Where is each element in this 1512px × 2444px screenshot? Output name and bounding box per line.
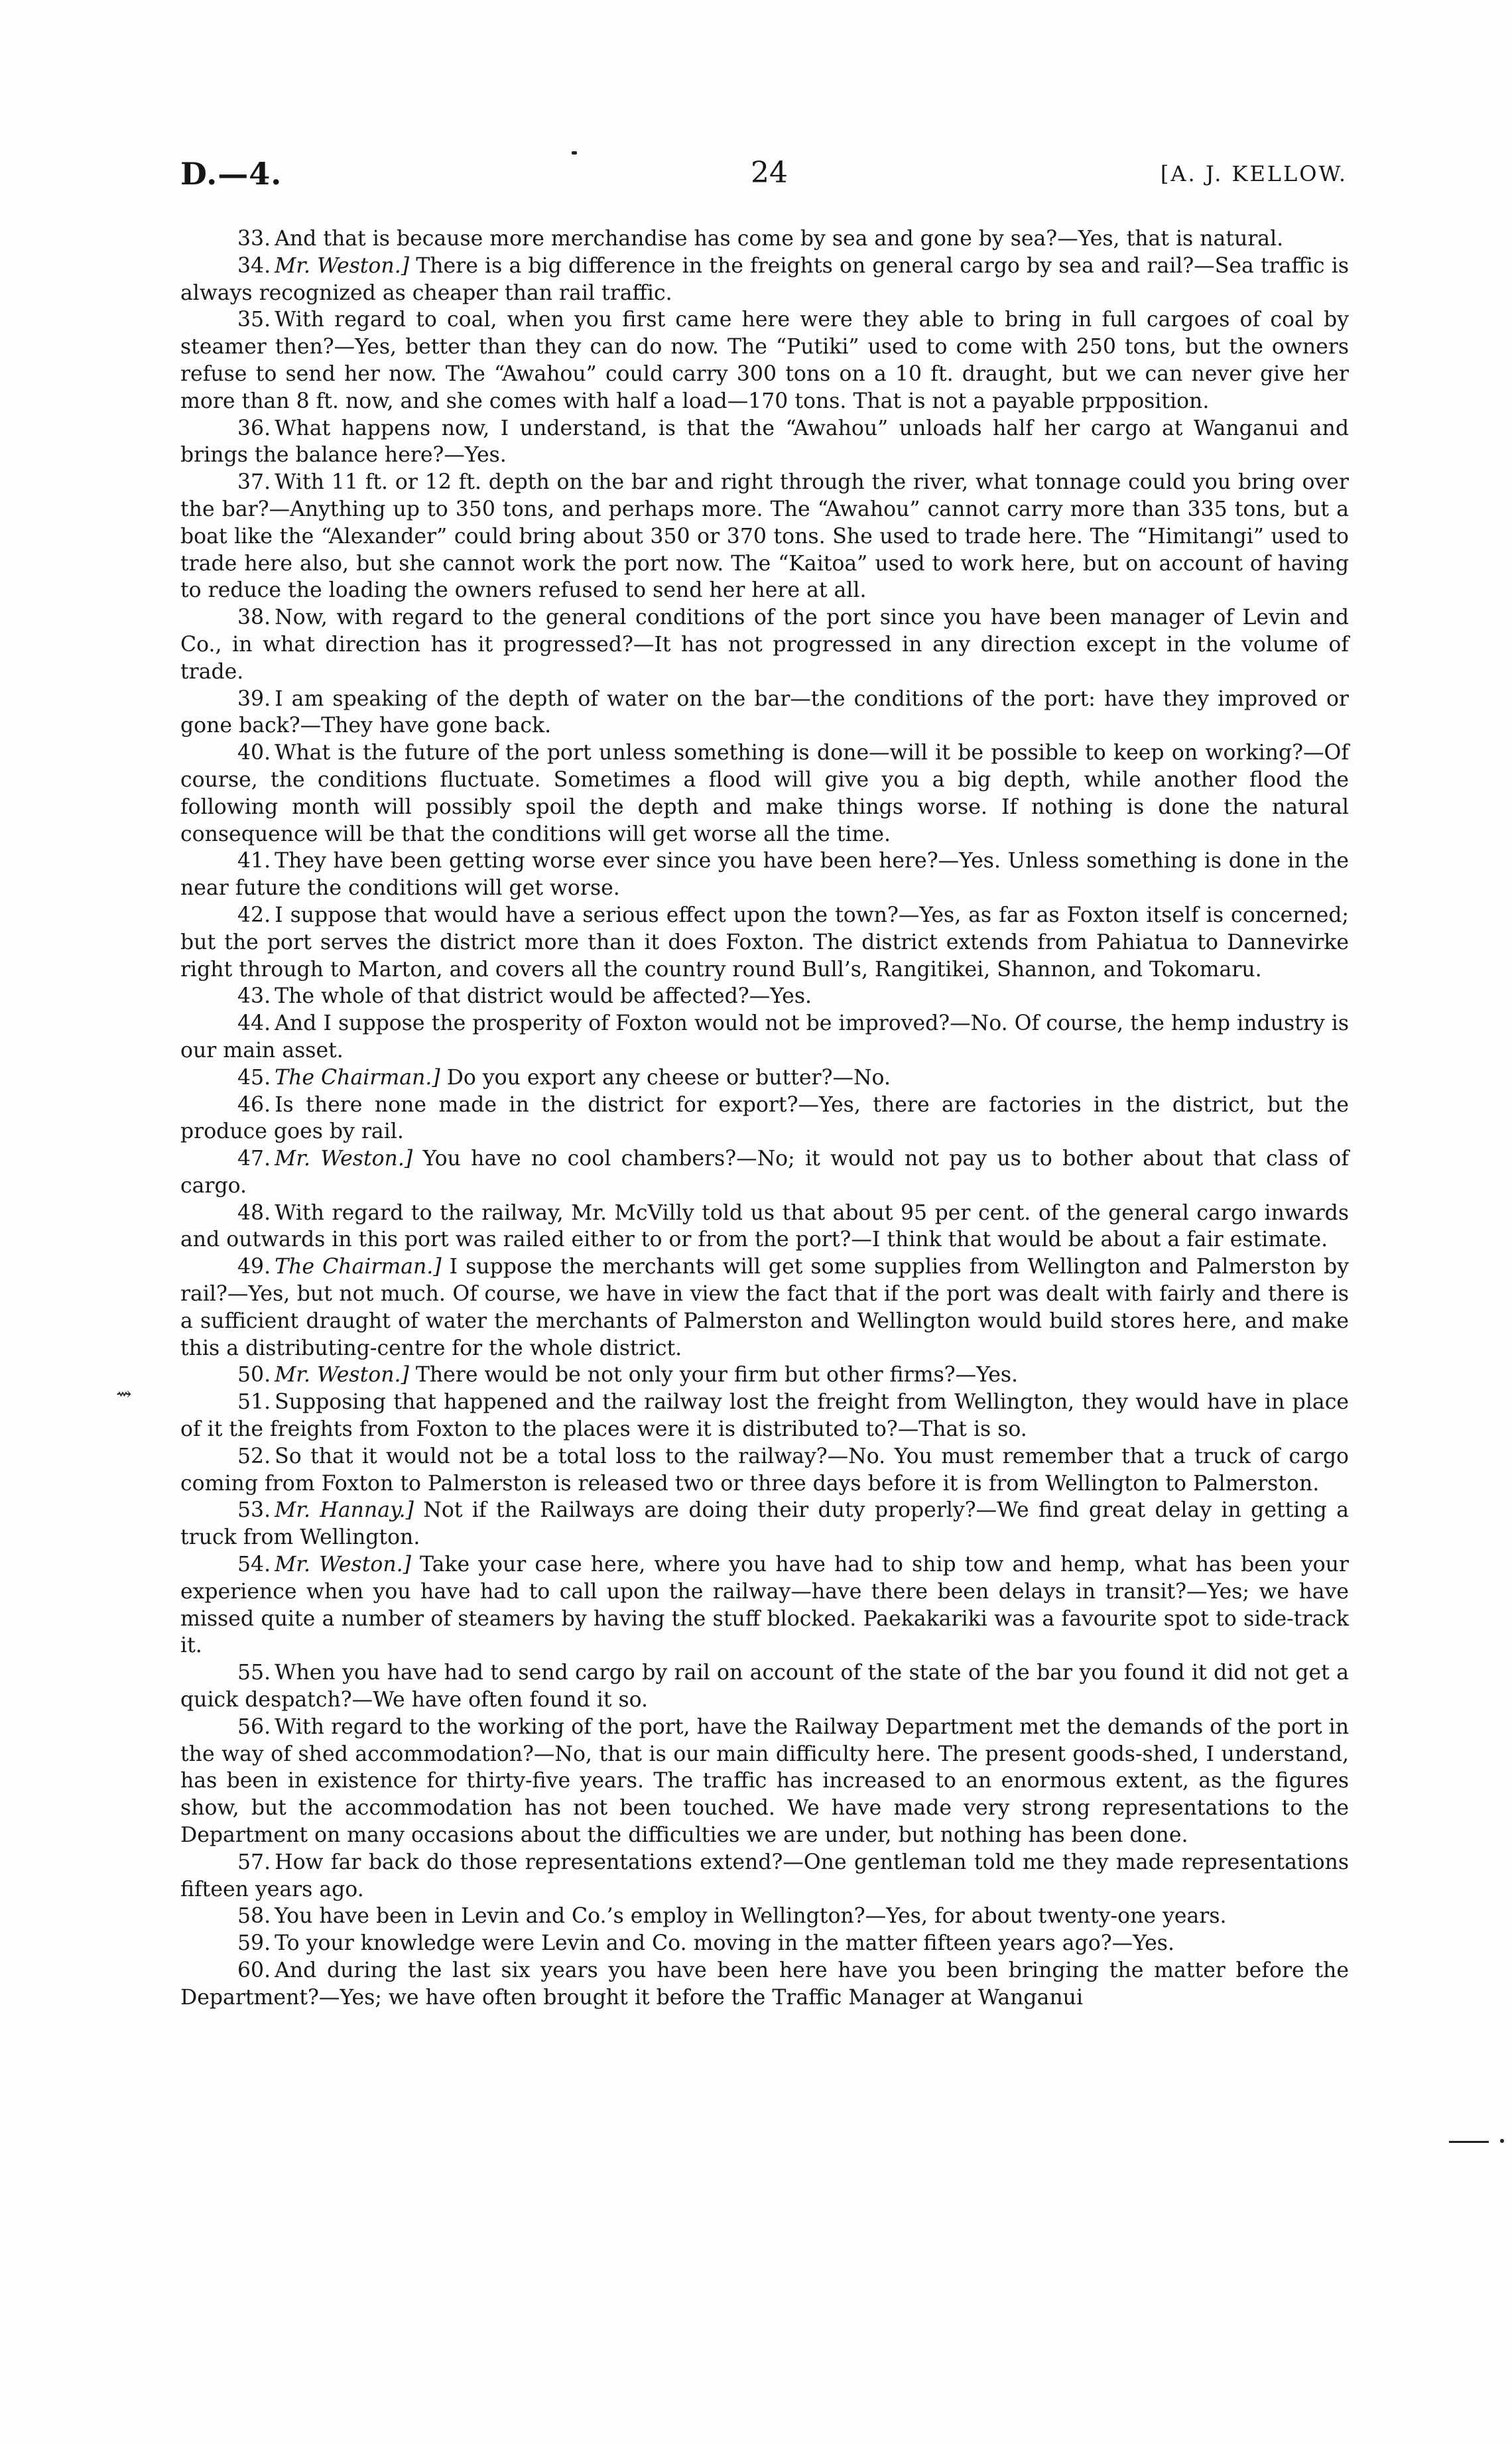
question-text: You have been in Levin and Co.’s employ in Wellington?—Yes, for about twenty-one years. xyxy=(275,1904,1227,1929)
margin-dash-right xyxy=(1449,2141,1489,2143)
question-text: There would be not only your firm but other firms?—Yes. xyxy=(409,1363,1019,1387)
question-number: 45. xyxy=(237,1065,271,1090)
question-paragraph xyxy=(180,1957,1349,2012)
speaker-name: Mr. Weston.] xyxy=(275,1553,411,1577)
question-paragraph xyxy=(180,253,1349,307)
question-text: With regard to the working of the port, have the Railway Department met the demands of the port in the way of shed accommodation?—No, that is our main difficulty here. The present goods-shed, I understand, has been in existence for thirty-five years. The traffic has increased to an enormous extent, as the figures show, but the accommodation has not been touched. We have made very strong representations to the Department on many occasions about the difficulties we are under, but nothing has been done. xyxy=(180,1714,1349,1848)
speaker-name: Mr. Weston.] xyxy=(275,253,409,278)
question-number: 49. xyxy=(237,1255,271,1279)
question-number: 47. xyxy=(237,1147,271,1171)
question-paragraph xyxy=(180,740,1349,848)
question-text: With 11 ft. or 12 ft. depth on the bar and right through the river, what tonnage could you bring over the bar?—Anything up to 350 tons, and perhaps more. The “Awahou” cannot carry more than 335 tons, but a boat like the “Alexander” could bring about 350 or 370 tons. She used to trade here. The “Himitangi” used to trade here also, but she cannot work the port now. The “Kaitoa” used to work here, but on account of having to reduce the loading the owners refused to send her here at all. xyxy=(180,470,1349,603)
question-number: 43. xyxy=(237,984,271,1009)
page-header xyxy=(180,156,1348,196)
question-text: How far back do those representations extend?—One gentleman told me they made representations fifteen years ago. xyxy=(180,1850,1349,1901)
question-paragraph xyxy=(180,1659,1349,1714)
question-paragraph xyxy=(180,1145,1349,1200)
question-paragraph xyxy=(180,983,1349,1010)
question-text: I suppose the merchants will get some supplies from Wellington and Palmerston by rail?—Yes, but not much. Of course, we have in view the fact that if the port was dealt with fairly and there is a sufficient draught of water the merchants of Palmerston and Wellington would build stores here, and make this a distributing-centre for the whole district. xyxy=(180,1255,1349,1360)
witness-name: [A. J. KELLOW. xyxy=(1160,161,1348,186)
question-number: 35. xyxy=(237,308,271,332)
print-mark-top xyxy=(572,151,577,155)
question-text: Not if the Railways are doing their duty properly?—We find great delay in getting a truck from Wellington. xyxy=(180,1498,1349,1550)
question-paragraph xyxy=(180,1389,1349,1443)
question-number: 59. xyxy=(237,1931,271,1956)
question-number: 40. xyxy=(237,741,271,765)
question-paragraph xyxy=(180,469,1349,604)
question-paragraph xyxy=(180,1930,1349,1957)
question-number: 34. xyxy=(237,253,271,278)
margin-dot-right xyxy=(1500,2139,1504,2143)
question-number: 38. xyxy=(237,606,271,630)
question-number: 42. xyxy=(237,903,271,927)
question-text: And I suppose the prosperity of Foxton would not be improved?—No. Of course, the hemp industry is our main asset. xyxy=(180,1011,1349,1062)
question-number: 50. xyxy=(237,1363,271,1387)
question-paragraph xyxy=(180,848,1349,902)
question-number: 48. xyxy=(237,1200,271,1225)
question-number: 57. xyxy=(237,1850,271,1874)
question-text: With regard to coal, when you first came here were they able to bring in full cargoes of coal by steamer then?—Yes, better than they can do now. The “Putiki” used to come with 250 tons, but the owners refuse to send her now. The “Awahou” could carry 300 tons on a 10 ft. draught, but we can never give her more than 8 ft. now, and she comes with half a load—170 tons. That is not a payable prpposition. xyxy=(180,308,1349,413)
question-number: 52. xyxy=(237,1444,271,1468)
question-text: You have no cool chambers?—No; it would not pay us to bother about that class of cargo. xyxy=(180,1147,1349,1198)
question-text: When you have had to send cargo by rail on account of the state of the bar you found it did not get a quick despatch?—We have often found it so. xyxy=(180,1661,1349,1712)
speaker-name: Mr. Weston.] xyxy=(275,1147,413,1171)
question-number: 44. xyxy=(237,1011,271,1036)
question-paragraph xyxy=(180,604,1349,685)
question-text: To your knowledge were Levin and Co. moving in the matter fifteen years ago?—Yes. xyxy=(275,1931,1174,1956)
question-number: 55. xyxy=(237,1661,271,1685)
question-number: 37. xyxy=(237,470,271,495)
question-text: So that it would not be a total loss to the railway?—No. You must remember that a truck of cargo coming from Foxton to Palmerston is released two or three days before it is from Wellington to Palmerston. xyxy=(180,1444,1349,1496)
question-number: 60. xyxy=(237,1959,271,1982)
question-text: And that is because more merchandise has come by sea and gone by sea?—Yes, that is natural. xyxy=(275,227,1284,251)
question-text: With regard to the railway, Mr. McVilly told us that about 95 per cent. of the general cargo inwards and outwards in this port was railed either to or from the port?—I think that would be about a fair estimate. xyxy=(180,1200,1349,1252)
speaker-name: The Chairman.] xyxy=(275,1255,442,1279)
question-number: 36. xyxy=(237,416,271,440)
question-paragraph xyxy=(180,686,1349,740)
question-paragraph xyxy=(180,1200,1349,1254)
margin-mark-left: ⇝ xyxy=(116,1383,132,1405)
question-paragraph xyxy=(180,1254,1349,1362)
question-number: 58. xyxy=(237,1904,271,1929)
question-text: There is a big difference in the freights on general cargo by sea and rail?—Sea traffic is always recognized as cheaper than rail traffic. xyxy=(180,253,1349,305)
question-number: 56. xyxy=(237,1714,271,1739)
question-text: Do you export any cheese or butter?—No. xyxy=(440,1065,891,1090)
question-paragraph xyxy=(180,1551,1349,1659)
question-paragraph xyxy=(180,1443,1349,1498)
question-paragraph xyxy=(180,1064,1349,1092)
document-code: D.—4. xyxy=(180,156,283,192)
question-paragraph xyxy=(180,415,1349,470)
question-text: Is there none made in the district for export?—Yes, there are factories in the district, but the produce goes by rail. xyxy=(180,1092,1349,1144)
question-paragraph xyxy=(180,1362,1349,1389)
question-paragraph xyxy=(180,1092,1349,1146)
question-text: And during the last six years you have been here have you been bringing the matter before the Department?—Yes; we have often brought it before the Traffic Manager at Wanganui xyxy=(180,1959,1349,2010)
question-number: 41. xyxy=(237,849,271,873)
question-text: They have been getting worse ever since you have been here?—Yes. Unless something is done in the near future the conditions will get worse. xyxy=(180,849,1349,901)
page-number: 24 xyxy=(751,156,788,190)
question-paragraph xyxy=(180,1010,1349,1064)
question-paragraph xyxy=(180,902,1349,983)
question-text: What is the future of the port unless something is done—will it be possible to keep on working?—Of course, the conditions fluctuate. Sometimes a flood will give you a big depth, while another flood the following month will possibly spoil the depth and make things worse. If nothing is done the natural consequence will be that the conditions will get worse all the time. xyxy=(180,741,1349,846)
question-text: What happens now, I understand, is that the “Awahou” unloads half her cargo at Wanganui and brings the balance here?—Yes. xyxy=(180,416,1349,468)
speaker-name: Mr. Hannay.] xyxy=(275,1498,414,1523)
question-paragraph xyxy=(180,1714,1349,1849)
question-number: 54. xyxy=(237,1553,271,1577)
question-number: 53. xyxy=(237,1498,271,1523)
question-text: Supposing that happened and the railway lost the freight from Wellington, they would have in place of it the freights from Foxton to the places were it is distributed to?—That is so. xyxy=(180,1390,1349,1442)
question-text: I am speaking of the depth of water on the bar—the conditions of the port: have they improved or gone back?—They have gone back. xyxy=(180,686,1349,738)
question-text: The whole of that district would be affected?—Yes. xyxy=(275,984,812,1009)
question-text: Now, with regard to the general conditions of the port since you have been manager of Levin and Co., in what direction has it progressed?—It has not progressed in any direction except in the volume of trade. xyxy=(180,606,1349,684)
question-number: 51. xyxy=(237,1390,271,1415)
question-number: 33. xyxy=(237,227,271,251)
question-paragraph xyxy=(180,306,1349,415)
question-paragraph xyxy=(180,1849,1349,1903)
question-text: I suppose that would have a serious effect upon the town?—Yes, as far as Foxton itself is concerned; but the port serves the district more than it does Foxton. The district extends from Pahiatua to Dannevirke right through to Marton, and covers all the country round Bull’s, Rangitikei, Shannon, and Tokomaru. xyxy=(180,903,1349,982)
question-paragraph xyxy=(180,1497,1349,1551)
question-number: 39. xyxy=(237,686,271,711)
speaker-name: Mr. Weston.] xyxy=(275,1363,409,1387)
testimony-body xyxy=(180,225,1349,2012)
question-number: 46. xyxy=(237,1092,271,1117)
question-paragraph xyxy=(180,1903,1349,1930)
question-paragraph xyxy=(180,225,1349,253)
question-text: Take your case here, where you have had to ship tow and hemp, what has been your experience when you have had to call upon the railway—have there been delays in transit?—Yes; we have missed quite a number of steamers by having the stuff blocked. Paekakariki was a favourite spot to side-track it. xyxy=(180,1553,1349,1658)
speaker-name: The Chairman.] xyxy=(275,1065,440,1090)
